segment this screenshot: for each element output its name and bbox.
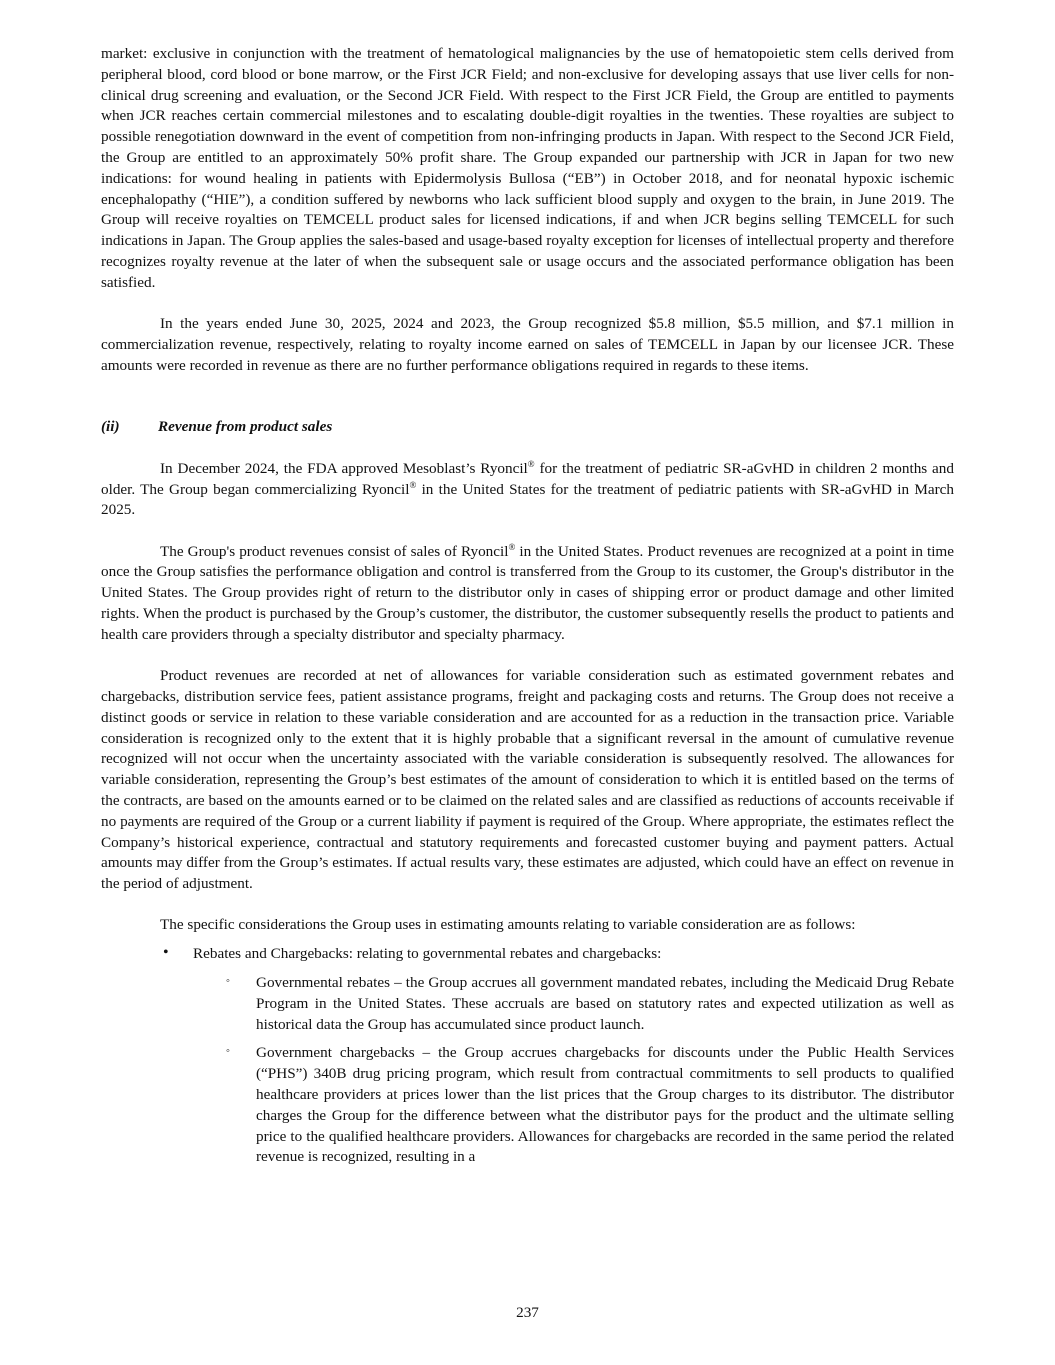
sub-bullet-text: Governmental rebates – the Group accrues all government mandated rebates, including the Medicaid Drug Rebate Program in the United States. These accruals are based on statutory rates and expected utilization as well as historical data the Group has accumulated since product launch. [256, 973, 954, 1033]
text-run: The Group's product revenues consist of sales of Ryoncil [160, 542, 509, 560]
sub-bullet-governmental-rebates [101, 973, 954, 1035]
page-number: 237 [516, 1304, 539, 1321]
text-run: in the United States for the treatment of pediatric patients with SR-aGvHD in March 2025. [101, 480, 954, 519]
list-lead-in: The specific considerations the Group uses in estimating amounts relating to variable consideration are as follows: [160, 916, 856, 934]
bullet-text: Rebates and Chargebacks: relating to governmental rebates and chargebacks: [193, 945, 662, 963]
sub-bullet-government-chargebacks [101, 1043, 954, 1168]
paragraph-royalty-revenue: In the years ended June 30, 2025, 2024 and 2023, the Group recognized $5.8 million, $5.5 million, and $7.1 million in commercialization revenue, respectively, relating to royalty income earned on sales of TEMCELL in Japan by our licensee JCR. These amounts were recorded in revenue as there are no further performance obligations required in regards to these items. [101, 315, 954, 374]
bullet-item-rebates-chargebacks [101, 944, 954, 965]
circle-bullet-icon: ◦ [226, 974, 230, 987]
paragraph-variable-consideration: Product revenues are recorded at net of allowances for variable consideration such as estimated government rebates and chargebacks, distribution service fees, patient assistance programs, freight and packaging costs and returns. The Group does not receive a distinct goods or service in relation to these variable consideration and are accounted for as a reduction in the transaction price. Variable consideration is recognized only to the extent that it is highly probable that a significant reversal in the amount of cumulative revenue recognized will not occur when the uncertainty associated with the variable consideration is subsequently resolved. The allowances for variable consideration, representing the Group’s best estimates of the amount of consideration to which it is entitled based on the terms of the contracts, are based on the amounts earned or to be claimed on the related sales and are classified as reductions of accounts receivable if no payments are required of the Group or a current liability if payment is required of the Group. Where appropriate, the estimates reflect the Company’s historical experience, contractual and statutory requirements and forecasted customer buying and payment patters. Actual amounts may differ from the Group’s estimates. If actual results vary, these estimates are adjusted, which could have an effect on revenue in the period of adjustment. [101, 667, 954, 893]
circle-bullet-icon: ◦ [226, 1045, 230, 1058]
bullet-icon: • [163, 944, 169, 962]
document-page [101, 44, 954, 1168]
paragraph-fda-approval [101, 459, 954, 521]
section-title: Revenue from product sales [158, 418, 333, 436]
registered-mark: ® [508, 541, 516, 552]
sub-bullet-text: Government chargebacks – the Group accrues chargebacks for discounts under the Public Health Services (“PHS”) 340B drug pricing program, which result from contractual commitments to sell products to qualified healthcare providers at prices lower than the list prices that the Group charges to its distributor. The distributor charges the Group for the difference between what the distributor pays for the product and the ultimate selling price to the qualified healthcare providers. Allowances for chargebacks are recorded in the same period the related revenue is recognized, resulting in a [256, 1044, 954, 1166]
text-run: in the United States. Product revenues are recognized at a point in time once the Group satisfies the performance obligation and control is transferred from the Group to its customer, the Group's distributor in the United States. The Group provides right of return to the distributor only in cases of shipping error or product damage and other limited rights. When the product is purchased by the Group’s customer, the distributor, the customer subsequently resells the product to patients and health care providers through a specialty distributor and specialty pharmacy. [101, 542, 954, 643]
registered-mark: ® [527, 458, 535, 469]
text-run: In December 2024, the FDA approved Mesoblast’s Ryoncil [160, 459, 528, 477]
paragraph-jcr-license: market: exclusive in conjunction with the treatment of hematological malignancies by the use of hematopoietic stem cells derived from peripheral blood, cord blood or bone marrow, or the First JCR Field; and non-exclusive for developing assays that use liver cells for non-clinical drug screening and evaluation, or the Second JCR Field. With respect to the First JCR Field, the Group are entitled to payments when JCR reaches certain commercial milestones and to escalating double-digit royalties in the twenties. These royalties are subject to possible renegotiation downward in the event of competition from non-infringing products in Japan. With respect to the Second JCR Field, the Group are entitled to an approximately 50% profit share. The Group expanded our partnership with JCR in Japan for two new indications: for wound healing in patients with Epidermolysis Bullosa (“EB”) in October 2018, and for neonatal hypoxic ischemic encephalopathy (“HIE”), a condition suffered by newborns who lack sufficient blood supply and oxygen to the brain, in June 2019. The Group will receive royalties on TEMCELL product sales for licensed indications, if and when JCR begins selling TEMCELL for such indications in Japan. The Group applies the sales-based and usage-based royalty exception for licenses of intellectual property and therefore recognizes royalty revenue at the later of when the subsequent sale or usage occurs and the associated performance obligation has been satisfied. [101, 45, 954, 291]
registered-mark: ® [409, 479, 417, 490]
section-heading-product-sales [101, 417, 954, 438]
text-run: for the treatment of pediatric SR-aGvHD in children 2 months and older. The Group began commercializing Ryoncil [101, 459, 954, 498]
paragraph-product-revenues [101, 542, 954, 646]
section-number: (ii) [101, 418, 120, 436]
